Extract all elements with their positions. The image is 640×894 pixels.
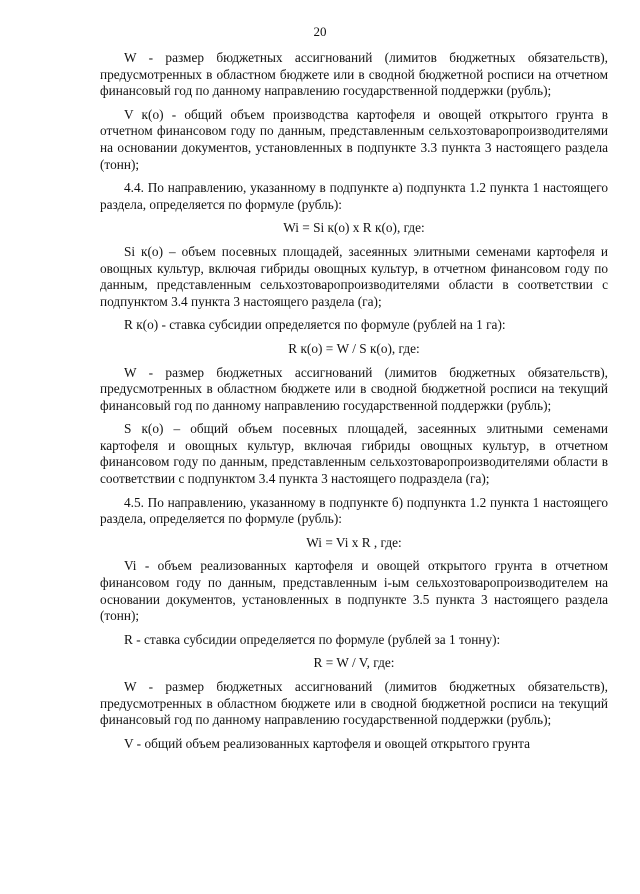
formula-r-s: R к(о) = W / S к(о), где: bbox=[288, 340, 420, 356]
paragraph-s-definition: S к(о) – общий объем посевных площадей, засеянных элитными семенами картофеля и овощных культур, включая гибриды овощных культур, в отчетном финансовом году по данным, представленным сельхозтоваропроизводителями области в соответствии с подпунктом 3.4 пункта 3 настоящего подраздела (га); bbox=[100, 421, 608, 487]
paragraph-v-definition: V к(о) - общий объем производства картофеля и овощей открытого грунта в отчетном финансовом году по данным, представленным сельхозтоваропроизводителями на основании документов, установленных в подпункте 3.3 пункта 3 настоящего раздела (тонн); bbox=[100, 106, 608, 172]
paragraph-w-current-2: W - размер бюджетных ассигнований (лимитов бюджетных обязательств), предусмотренных в областном бюджете или в сводной бюджетной росписи на текущий финансовый год по данному направлению государственной поддержки (рубль); bbox=[100, 679, 608, 728]
paragraph-r-rate: R к(о) - ставка субсидии определяется по формуле (рублей на 1 га): bbox=[124, 317, 506, 333]
paragraph-w-definition: W - размер бюджетных ассигнований (лимитов бюджетных обязательств), предусмотренных в областном бюджете или в сводной бюджетной росписи на отчетном финансовый год по данному направлению государственной поддержки (рубль); bbox=[100, 50, 608, 99]
paragraph-r-ton: R - ставка субсидии определяется по формуле (рублей за 1 тонну): bbox=[124, 631, 501, 647]
paragraph-4-4: 4.4. По направлению, указанному в подпункте а) подпункта 1.2 пункта 1 настоящего раздела, определяется по формуле (рубль): bbox=[100, 180, 608, 212]
page-number: 20 bbox=[313, 24, 327, 39]
paragraph-4-5: 4.5. По направлению, указанному в подпункте б) подпункта 1.2 пункта 1 настоящего раздела, определяется по формуле (рубль): bbox=[100, 494, 608, 527]
formula-r-v: R = W / V, где: bbox=[313, 655, 395, 671]
paragraph-si-definition: Si к(о) – объем посевных площадей, засеянных элитными семенами картофеля и овощных культур, включая гибриды овощных культур, в отчетном финансовом году по данным, представленным сельхозтоваропроизводителями области в соответствии с подпунктом 3.4 пункта 3 настоящего раздела (га); bbox=[100, 243, 608, 309]
document-body bbox=[100, 50, 608, 752]
paragraph-vi-definition: Vi - объем реализованных картофеля и овощей открытого грунта в отчетном финансовом году по данным, представленным i-ым сельхозтоваропроизводителем на основании документов, установленных в подпункте 3.5 пункта 3 настоящего раздела (тонн); bbox=[100, 558, 608, 624]
formula-wi-v: Wi = Vi x R , где: bbox=[306, 534, 402, 550]
paragraph-v-total: V - общий объем реализованных картофеля и овощей открытого грунта bbox=[124, 735, 530, 751]
formula-wi-s: Wi = Si к(о) x R к(о), где: bbox=[283, 220, 425, 236]
paragraph-w-current: W - размер бюджетных ассигнований (лимитов бюджетных обязательств), предусмотренных в областном бюджете или в сводной бюджетной росписи на текущий финансовый год по данному направлению государственной поддержки (рубль); bbox=[100, 364, 608, 413]
